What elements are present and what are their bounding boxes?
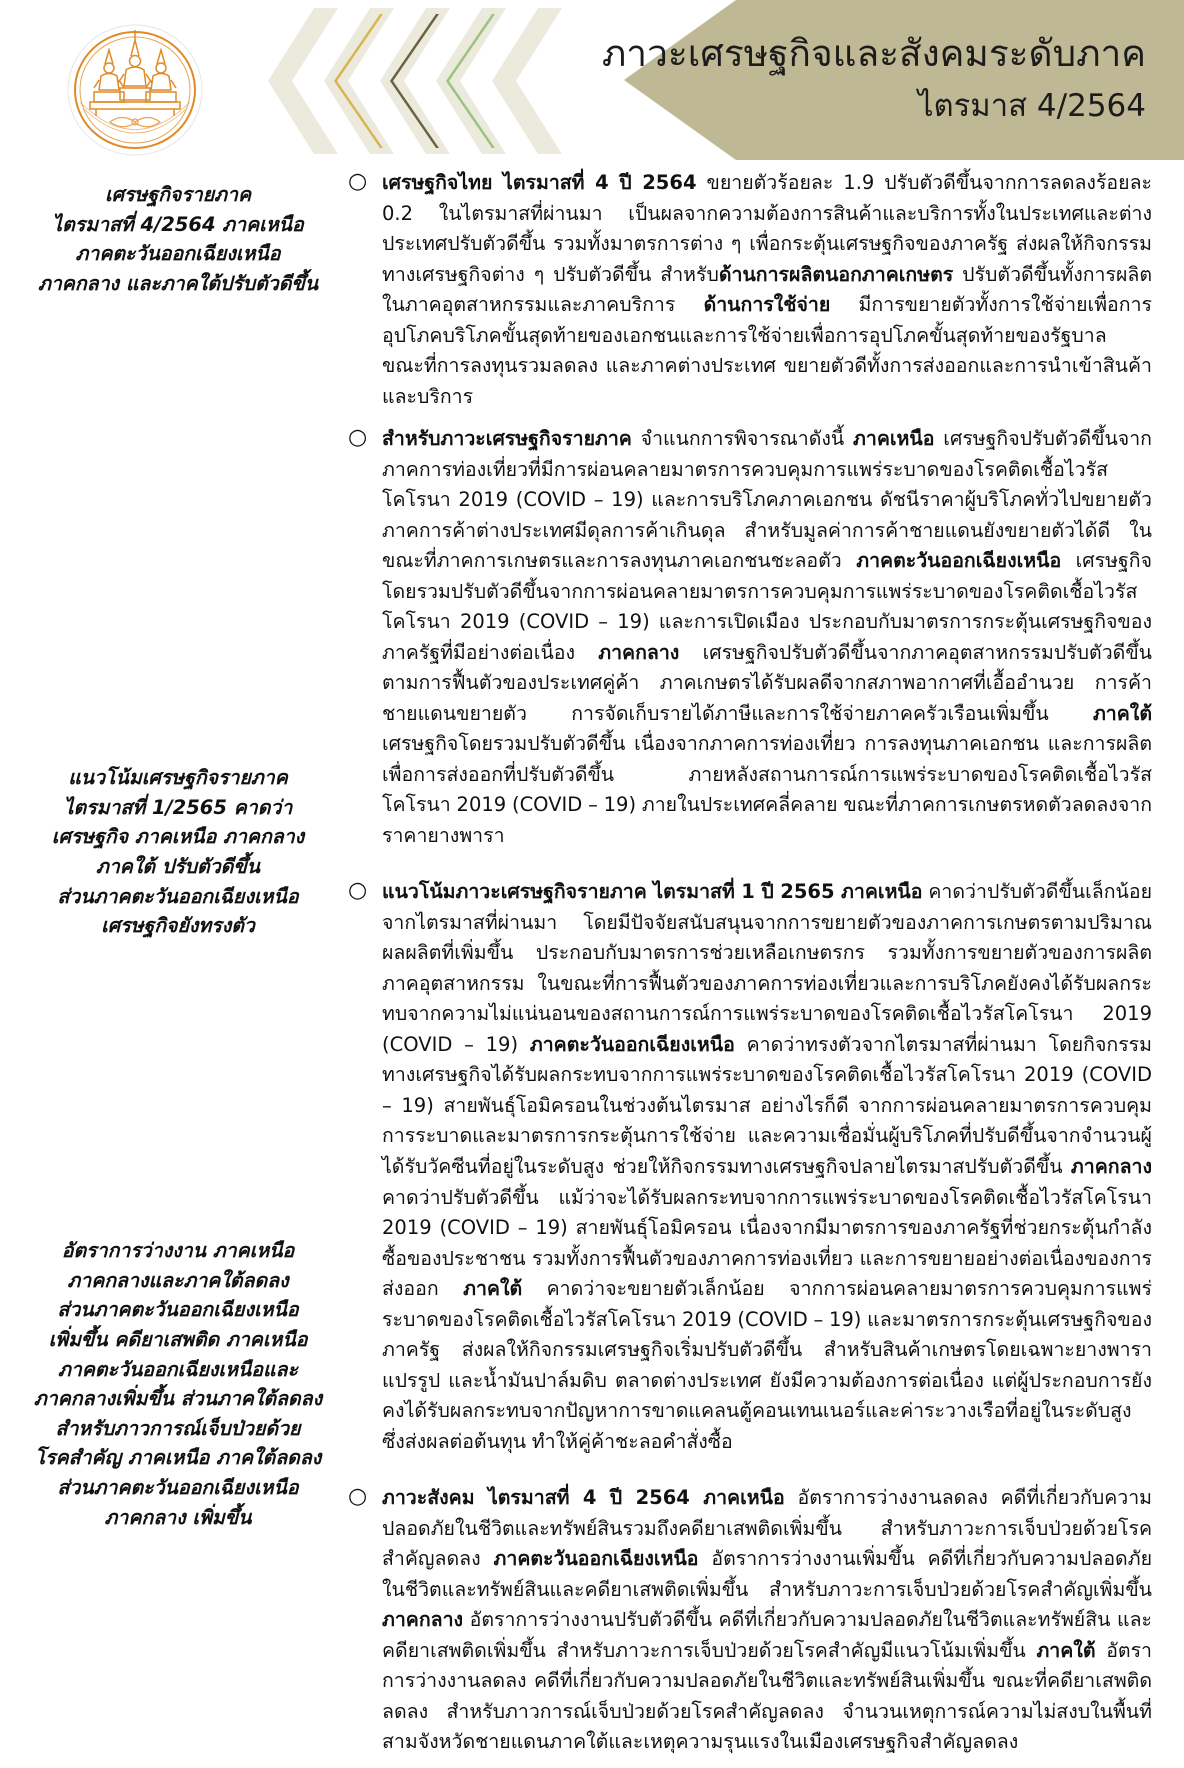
chevron-5-body: [492, 8, 562, 154]
page-body: [0, 160, 1184, 1754]
sidebar-line: โรคสำคัญ ภาคเหนือ ภาคใต้ลดลง: [34, 1446, 322, 1470]
sidebar-line: เพิ่มขึ้น คดียาเสพติด ภาคเหนือ: [48, 1327, 308, 1351]
sidebar-line: อัตราการว่างงาน ภาคเหนือ: [61, 1239, 295, 1262]
paragraph-regional-economy-detail: [340, 424, 1152, 851]
sidebar-line: ส่วนภาคตะวันออกเฉียงเหนือ: [57, 1298, 299, 1322]
header-title-block: [602, 34, 1146, 123]
bullet-icon: ○: [348, 878, 368, 904]
sidebar-line: เศรษฐกิจ ภาคเหนือ ภาคกลาง: [51, 825, 305, 849]
nesdc-emblem-icon: [60, 22, 205, 154]
sidebar-line: เศรษฐกิจยังทรงตัว: [101, 914, 255, 938]
sidebar-line: ภาคกลางเพิ่มขึ้น ส่วนภาคใต้ลดลง: [33, 1387, 323, 1411]
sidebar-line: ไตรมาสที่ 1/2565 คาดว่า: [63, 795, 293, 819]
sidebar-line: ภาคตะวันออกเฉียงเหนือ: [75, 242, 281, 266]
page-header: [0, 0, 1184, 160]
main-content: [340, 168, 1152, 1768]
sidebar-line: แนวโน้มเศรษฐกิจรายภาค: [68, 766, 288, 789]
paragraph-text: เศรษฐกิจไทย ไตรมาสที่ 4 ปี 2564 ขยายตัวร้อยละ 1.9 ปรับตัวดีขึ้นจากการลดลงร้อยละ 0.2 ในไตรมาสที่ผ่านมา เป็นผลจากความต้องการสินค้าและบริการทั้งในประเทศและต่างประเทศปรับตัวดีขึ้น รวมทั้งมาตรการต่าง ๆ เพื่อกระตุ้นเศรษฐกิจของภาครัฐ ส่งผลให้กิจกรรมทางเศรษฐกิจต่าง ๆ ปรับตัวดีขึ้น สำหรับด้านการผลิตนอกภาคเกษตร ปรับตัวดีขึ้นทั้งการผลิตในภาคอุตสาหกรรมและภาคบริการ ด้านการใช้จ่าย มีการขยายตัวทั้งการใช้จ่ายเพื่อการอุปโภคบริโภคขั้นสุดท้ายของเอกชนและการใช้จ่ายเพื่อการอุปโภคขั้นสุดท้ายของรัฐบาล ขณะที่การลงทุนรวมลดลง และภาคต่างประเทศ ขยายตัวดีทั้งการส่งออกและการนำเข้าสินค้าและบริการ: [382, 171, 1152, 408]
sidebar-item-regional-economy-outlook: [28, 763, 328, 941]
sidebar-line: ส่วนภาคตะวันออกเฉียงเหนือ: [57, 1476, 299, 1499]
sidebar-line: ภาคใต้ ปรับตัวดีขึ้น: [96, 854, 260, 878]
sidebar-item-social-conditions-summary: [28, 1236, 328, 1532]
bullet-icon: ○: [348, 425, 368, 451]
bullet-icon: ○: [348, 169, 368, 194]
sidebar-line: ไตรมาสที่ 4/2564 ภาคเหนือ: [52, 212, 304, 236]
sidebar-item-regional-economy-summary: [28, 180, 328, 299]
paragraph-text: ภาวะสังคม ไตรมาสที่ 4 ปี 2564 ภาคเหนือ อัตราการว่างงานลดลง คดีที่เกี่ยวกับความปลอดภัยในชีวิตและทรัพย์สินรวมถึงคดียาเสพติดเพิ่มขึ้น สำหรับภาวะการเจ็บป่วยด้วยโรคสำคัญลดลง ภาคตะวันออกเฉียงเหนือ อัตราการว่างงานเพิ่มขึ้น คดีที่เกี่ยวกับความปลอดภัยในชีวิตและทรัพย์สินและคดียาเสพติดเพิ่มขึ้น สำหรับภาวะการเจ็บป่วยด้วยโรคสำคัญเพิ่มขึ้น ภาคกลาง อัตราการว่างงานปรับตัวดีขึ้น คดีที่เกี่ยวกับความปลอดภัยในชีวิตและทรัพย์สิน และคดียาเสพติดเพิ่มขึ้น สำหรับภาวะการเจ็บป่วยด้วยโรคสำคัญมีแนวโน้มเพิ่มขึ้น ภาคใต้ อัตราการว่างงานลดลง คดีที่เกี่ยวกับความปลอดภัยในชีวิตและทรัพย์สินเพิ่มขึ้น ขณะที่คดียาเสพติดลดลง สำหรับภาวการณ์เจ็บป่วยด้วยโรคสำคัญลดลง จำนวนเหตุการณ์ความไม่สงบในพื้นที่สามจังหวัดชายแดนภาคใต้และเหตุความรุนแรงในเมืองเศรษฐกิจสำคัญลดลง: [382, 1486, 1153, 1754]
page-title: ภาวะเศรษฐกิจและสังคมระดับภาค: [601, 32, 1146, 75]
paragraph-text: แนวโน้มภาวะเศรษฐกิจรายภาค ไตรมาสที่ 1 ปี 2565 ภาคเหนือ คาดว่าปรับตัวดีขึ้นเล็กน้อยจากไตรมาสที่ผ่านมา โดยมีปัจจัยสนับสนุนจากการขยายตัวของภาคการเกษตรตามปริมาณผลผลิตที่เพิ่มขึ้น ประกอบกับมาตรการช่วยเหลือเกษตรกร รวมทั้งการขยายตัวของการผลิตภาคอุตสาหกรรม ในขณะที่การฟื้นตัวของภาคการท่องเที่ยวและการบริโภคยังคงได้รับผลกระทบจากความไม่แน่นอนของสถานการณ์การแพร่ระบาดของโรคติดเชื้อไวรัสโคโรนา 2019 (COVID – 19) ภาคตะวันออกเฉียงเหนือ คาดว่าทรงตัวจากไตรมาสที่ผ่านมา โดยกิจกรรมทางเศรษฐกิจได้รับผลกระทบจากการแพร่ระบาดของโรคติดเชื้อไวรัสโคโรนา 2019 (COVID – 19) สายพันธุ์โอมิครอนในช่วงต้นไตรมาส อย่างไรก็ดี จากการผ่อนคลายมาตรการควบคุมการระบาดและมาตรการกระตุ้นการใช้จ่าย และความเชื่อมั่นผู้บริโภคที่ปรับดีขึ้นจากจำนวนผู้ได้รับวัคซีนที่อยู่ในระดับสูง ช่วยให้กิจกรรมทางเศรษฐกิจปลายไตรมาสปรับตัวดีขึ้น ภาคกลาง คาดว่าปรับตัวดีขึ้น แม้ว่าจะได้รับผลกระทบจากการแพร่ระบาดของโรคติดเชื้อไวรัสโคโรนา 2019 (COVID – 19) สายพันธุ์โอมิครอน เนื่องจากมีมาตรการของภาครัฐที่ช่วยกระตุ้นกำลังซื้อของประชาชน รวมทั้งการฟื้นตัวของภาคการท่องเที่ยว และการขยายอย่างต่อเนื่องของการส่งออก ภาคใต้ คาดว่าจะขยายตัวเล็กน้อย จากการผ่อนคลายมาตรการควบคุมการแพร่ระบาดของโรคติดเชื้อไวรัสโคโรนา 2019 (COVID – 19) และมาตรการกระตุ้นเศรษฐกิจของภาครัฐ ส่งผลให้กิจกรรมเศรษฐกิจเริ่มปรับตัวดีขึ้น สำหรับสินค้าเกษตรโดยเฉพาะยางพาราแปรรูป และน้ำมันปาล์มดิบ ตลาดต่างประเทศ ยังมีความต้องการต่อเนื่อง แต่ผู้ประกอบการยังคงได้รับผลกระทบจากปัญหาการขาดแคลนตู้คอนเทนเนอร์และค่าระวางเรือที่อยู่ในระดับสูง ซึ่งส่งผลต่อต้นทุน ทำให้คู่ค้าชะลอคำสั่งซื้อ: [382, 880, 1152, 1453]
sidebar-line: สำหรับภาวการณ์เจ็บป่วยด้วย: [55, 1416, 301, 1440]
page-subtitle: ไตรมาส 4/2564: [917, 87, 1146, 124]
chevron-5: [492, 8, 562, 154]
bullet-icon: ○: [348, 1484, 368, 1510]
sidebar-line: ภาคกลาง เพิ่มขึ้น: [104, 1505, 252, 1529]
sidebar-line: ส่วนภาคตะวันออกเฉียงเหนือ: [57, 884, 299, 908]
sidebar-line: ภาคกลางและภาคใต้ลดลง: [67, 1268, 289, 1292]
paragraph-regional-outlook-q1-2565: [340, 877, 1152, 1457]
sidebar-line: ภาคตะวันออกเฉียงเหนือและ: [58, 1357, 298, 1381]
paragraph-thai-economy-q4-2564: [340, 168, 1152, 412]
paragraph-social-conditions-q4-2564: [340, 1483, 1152, 1758]
sidebar-line: เศรษฐกิจรายภาค: [104, 183, 252, 206]
sidebar-line: ภาคกลาง และภาคใต้ปรับตัวดีขึ้น: [37, 271, 319, 295]
paragraph-text: สำหรับภาวะเศรษฐกิจรายภาค จำแนกการพิจารณาดังนี้ ภาคเหนือ เศรษฐกิจปรับตัวดีขึ้นจากภาคการท่องเที่ยวที่มีการผ่อนคลายมาตรการควบคุมการแพร่ระบาดของโรคติดเชื้อไวรัสโคโรนา 2019 (COVID – 19) และการบริโภคภาคเอกชน ดัชนีราคาผู้บริโภคทั่วไปขยายตัว ภาคการค้าต่างประเทศมีดุลการค้าเกินดุล สำหรับมูลค่าการค้าชายแดนยังขยายตัวได้ดี ในขณะที่ภาคการเกษตรและการลงทุนภาคเอกชนชะลอตัว ภาคตะวันออกเฉียงเหนือ เศรษฐกิจโดยรวมปรับตัวดีขึ้นจากการผ่อนคลายมาตรการควบคุมการแพร่ระบาดของโรคติดเชื้อไวรัสโคโรนา 2019 (COVID – 19) และการเปิดเมือง ประกอบกับมาตรการกระตุ้นเศรษฐกิจของภาครัฐที่มีอย่างต่อเนื่อง ภาคกลาง เศรษฐกิจปรับตัวดีขึ้นจากภาคอุตสาหกรรมปรับตัวดีขึ้นตามการฟื้นตัวของประเทศคู่ค้า ภาคเกษตรได้รับผลดีจากสภาพอากาศที่เอื้ออำนวย การค้าชายแดนขยายตัว การจัดเก็บรายได้ภาษีและการใช้จ่ายภาคครัวเรือนเพิ่มขึ้น ภาคใต้ เศรษฐกิจโดยรวมปรับตัวดีขึ้น เนื่องจากภาคการท่องเที่ยว การลงทุนภาคเอกชน และการผลิตเพื่อการส่งออกที่ปรับตัวดีขึ้น ภายหลังสถานการณ์การแพร่ระบาดของโรคติดเชื้อไวรัสโคโรนา 2019 (COVID – 19) ภายในประเทศคลี่คลาย ขณะที่ภาคการเกษตรหดตัวลดลงจากราคายางพารา: [382, 427, 1152, 847]
